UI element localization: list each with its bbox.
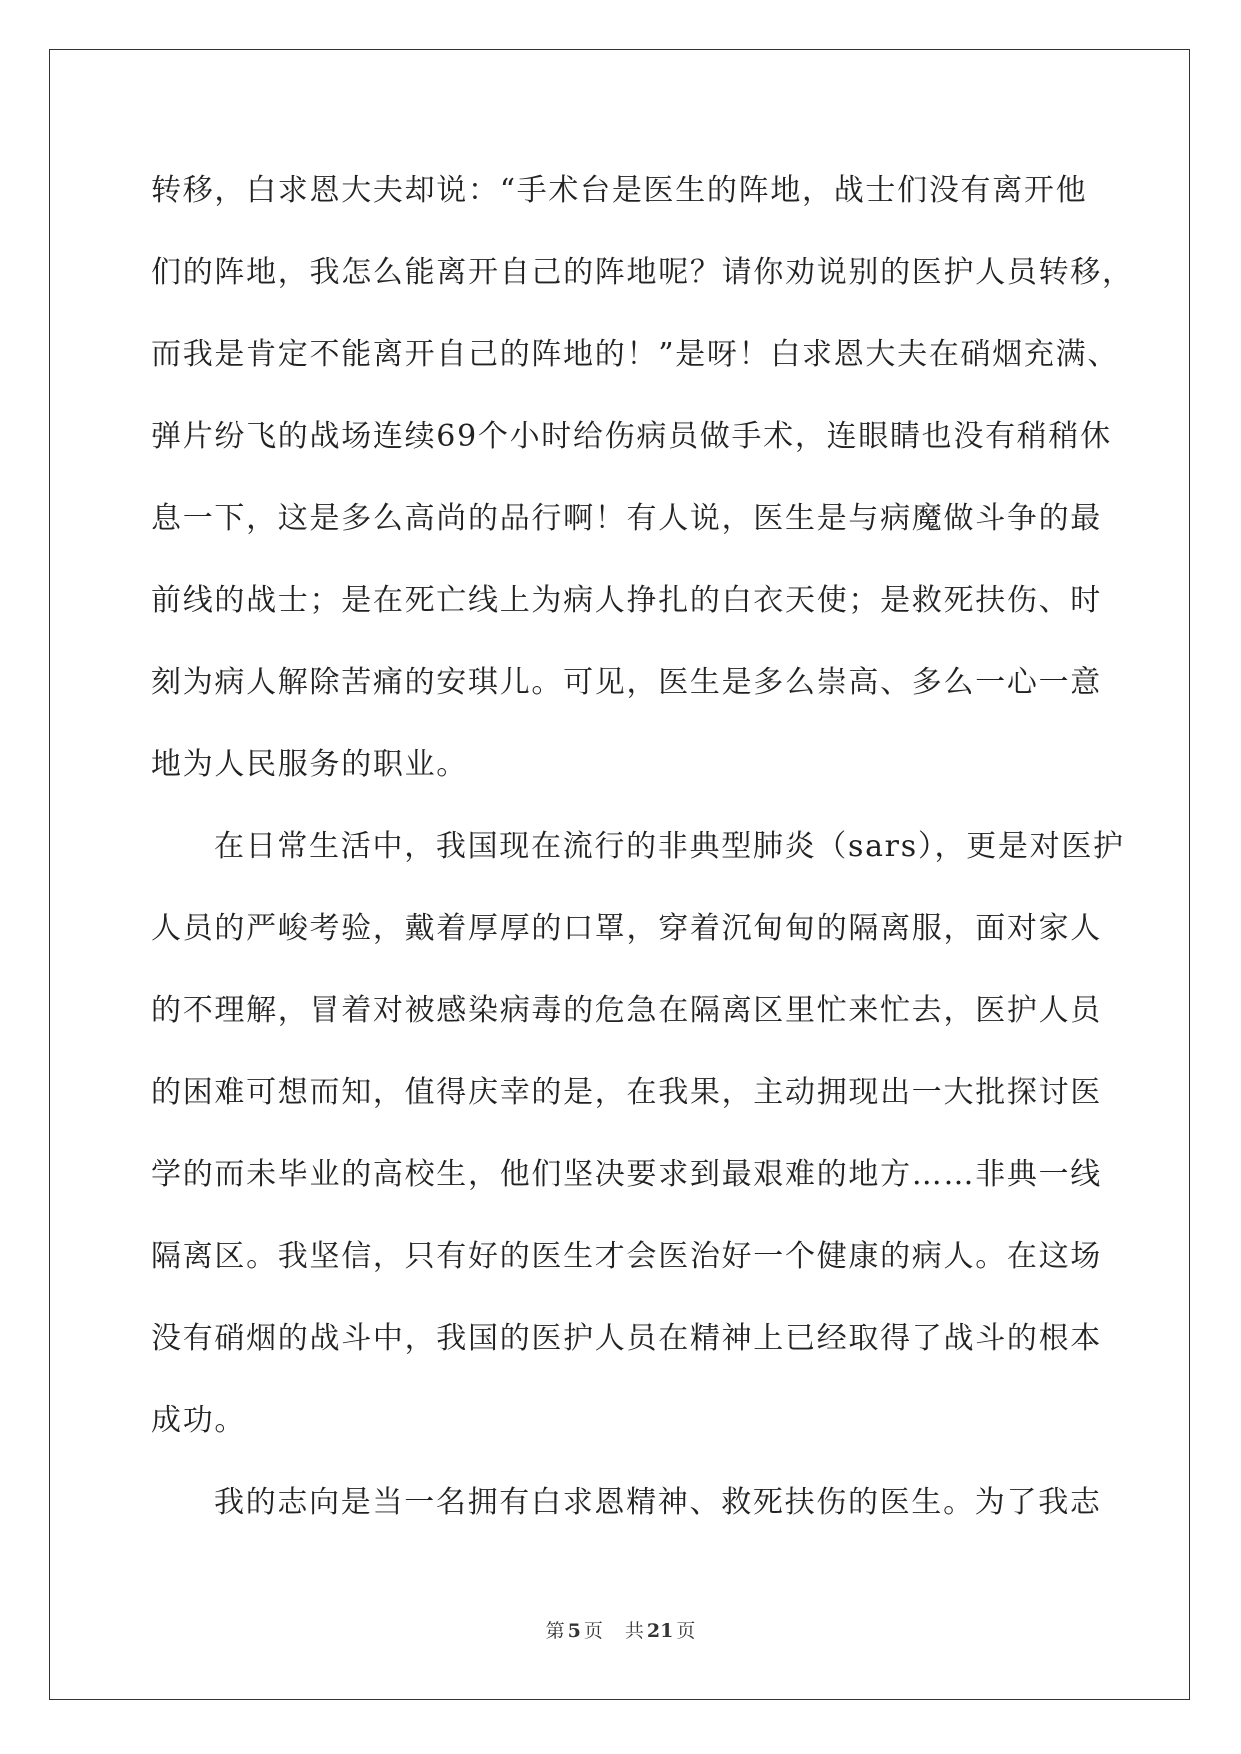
total-suffix: 页: [676, 1620, 696, 1642]
total-pages: 21: [646, 1620, 674, 1642]
text-line: 弹片纷飞的战场连续69个小时给伤病员做手术，连眼睛也没有稍稍休: [151, 419, 1112, 454]
text-line: 前线的战士；是在死亡线上为病人挣扎的白衣天使；是救死扶伤、时: [151, 583, 1102, 618]
text-line: 人员的严峻考验，戴着厚厚的口罩，穿着沉甸甸的隔离服，面对家人: [151, 911, 1102, 946]
text-line: 成功。: [151, 1403, 247, 1438]
text-line: 我的志向是当一名拥有白求恩精神、救死扶伤的医生。为了我志: [214, 1485, 1102, 1520]
text-line: 没有硝烟的战斗中，我国的医护人员在精神上已经取得了战斗的根本: [151, 1321, 1102, 1356]
page-footer: [0, 1616, 1241, 1643]
text-line: 息一下，这是多么高尚的品行啊！有人说，医生是与病魔做斗争的最: [151, 501, 1102, 536]
text-line: 的困难可想而知，值得庆幸的是，在我果，主动拥现出一大批探讨医: [151, 1075, 1102, 1110]
text-line: 隔离区。我坚信，只有好的医生才会医治好一个健康的病人。在这场: [151, 1239, 1102, 1274]
page-number: 5: [567, 1620, 581, 1642]
text-line: 地为人民服务的职业。: [151, 747, 468, 782]
text-line: 的不理解，冒着对被感染病毒的危急在隔离区里忙来忙去，医护人员: [151, 993, 1102, 1028]
document-body: [151, 155, 1134, 1549]
page-prefix: 第: [545, 1620, 565, 1642]
page-suffix: 页: [583, 1620, 603, 1642]
total-prefix: 共: [624, 1620, 644, 1642]
text-line: 在日常生活中，我国现在流行的非典型肺炎（sars），更是对医护: [214, 829, 1125, 864]
text-line: 学的而未毕业的高校生，他们坚决要求到最艰难的地方……非典一线: [151, 1157, 1102, 1192]
text-line: 们的阵地，我怎么能离开自己的阵地呢？请你劝说别的医护人员转移，: [151, 255, 1134, 290]
text-line: 转移，白求恩大夫却说：“手术台是医生的阵地，战士们没有离开他: [151, 173, 1088, 208]
text-line: 刻为病人解除苦痛的安琪儿。可见，医生是多么崇高、多么一心一意: [151, 665, 1102, 700]
text-line: 而我是肯定不能离开自己的阵地的！”是呀！白求恩大夫在硝烟充满、: [151, 337, 1120, 372]
